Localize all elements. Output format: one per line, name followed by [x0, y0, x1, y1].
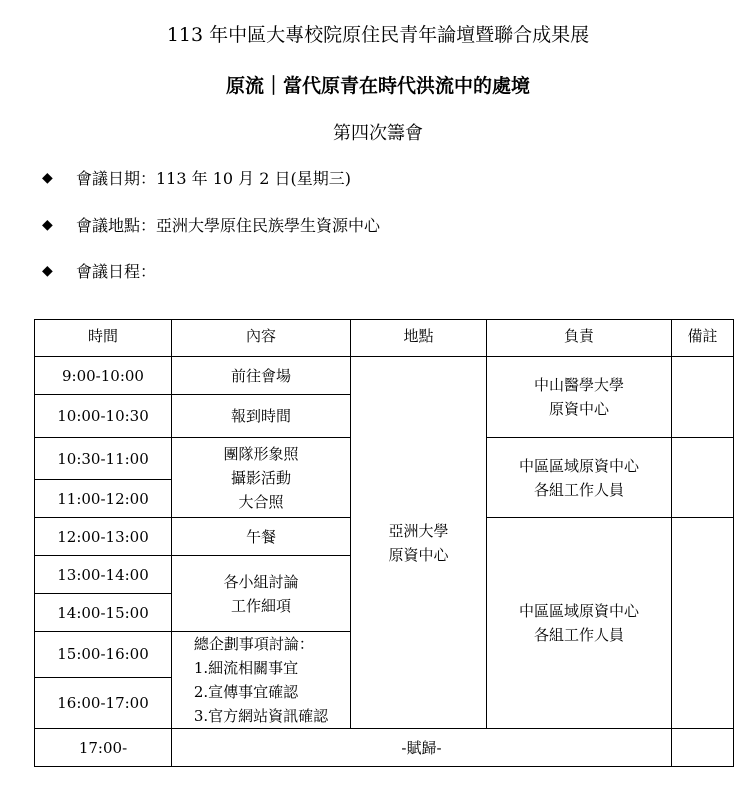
time-cell: 15:00-16:00 — [35, 632, 172, 678]
remark-cell — [672, 518, 734, 729]
document-subtitle: 原流｜當代原青在時代洪流中的處境 — [225, 75, 530, 97]
time-cell: 13:00-14:00 — [35, 556, 172, 594]
header-time: 時間 — [35, 320, 172, 357]
info-location-text: 會議地點：亞洲大學原住民族學生資源中心 — [76, 216, 381, 235]
header-responsible: 負責 — [487, 320, 672, 357]
responsible-cell — [487, 518, 672, 729]
content-cell — [172, 438, 351, 518]
time-cell: 17:00- — [35, 729, 172, 767]
table-row — [35, 729, 734, 767]
content-line: 總企劃事項討論： — [193, 635, 314, 653]
remark-cell — [672, 438, 734, 518]
time-cell: 11:00-12:00 — [35, 480, 172, 518]
content-cell: 午餐 — [172, 518, 351, 556]
meeting-label: 第四次籌會 — [333, 123, 423, 144]
schedule-table — [34, 319, 734, 767]
time-cell: 14:00-15:00 — [35, 594, 172, 632]
header-remark: 備註 — [672, 320, 734, 357]
table-row — [35, 357, 734, 395]
responsible-line: 中山醫學大學 — [533, 376, 624, 394]
time-cell: 9:00-10:00 — [35, 357, 172, 395]
content-line: 攝影活動 — [230, 468, 291, 487]
remark-cell — [672, 357, 734, 438]
responsible-line: 各組工作人員 — [533, 480, 624, 499]
responsible-line: 原資中心 — [548, 400, 609, 418]
table-header-row — [35, 320, 734, 357]
content-cell — [172, 556, 351, 632]
diamond-bullet-icon: ◆ — [42, 216, 53, 233]
location-line: 原資中心 — [388, 545, 449, 564]
responsible-line: 中區區域原資中心 — [518, 456, 639, 475]
time-cell: 12:00-13:00 — [35, 518, 172, 556]
content-line: 3.官方網站資訊確認 — [193, 707, 329, 725]
info-agenda — [42, 259, 156, 282]
content-line: 大合照 — [238, 492, 284, 511]
content-cell — [172, 632, 351, 729]
diamond-bullet-icon: ◆ — [42, 262, 53, 279]
info-agenda-text: 會議日程： — [76, 262, 157, 281]
content-line: 各小組討論 — [223, 572, 299, 591]
diamond-bullet-icon: ◆ — [42, 169, 53, 186]
header-content: 內容 — [172, 320, 351, 357]
content-line: 團隊形象照 — [223, 444, 299, 463]
planning-list — [194, 632, 328, 728]
content-line: 1.細流相關事宜 — [193, 659, 299, 677]
content-cell: 報到時間 — [172, 395, 351, 438]
responsible-cell — [487, 438, 672, 518]
content-cell: 前往會場 — [172, 357, 351, 395]
info-location — [42, 213, 380, 236]
remark-cell — [672, 729, 734, 767]
content-line: 工作細項 — [230, 596, 291, 615]
responsible-line: 中區區域原資中心 — [518, 602, 639, 620]
info-date-text: 會議日期：113 年 10 月 2 日(星期三) — [76, 169, 351, 188]
header-location: 地點 — [351, 320, 487, 357]
document-title: 113 年中區大專校院原住民青年論壇暨聯合成果展 — [166, 24, 590, 46]
location-cell — [351, 357, 487, 729]
content-line: 2.宣傳事宜確認 — [193, 683, 299, 701]
time-cell: 10:00-10:30 — [35, 395, 172, 438]
responsible-cell — [487, 357, 672, 438]
responsible-line: 各組工作人員 — [533, 626, 624, 644]
time-cell: 10:30-11:00 — [35, 438, 172, 480]
content-cell: -賦歸- — [172, 729, 672, 767]
time-cell: 16:00-17:00 — [35, 677, 172, 728]
location-line: 亞洲大學 — [388, 521, 449, 540]
info-date — [42, 166, 351, 189]
